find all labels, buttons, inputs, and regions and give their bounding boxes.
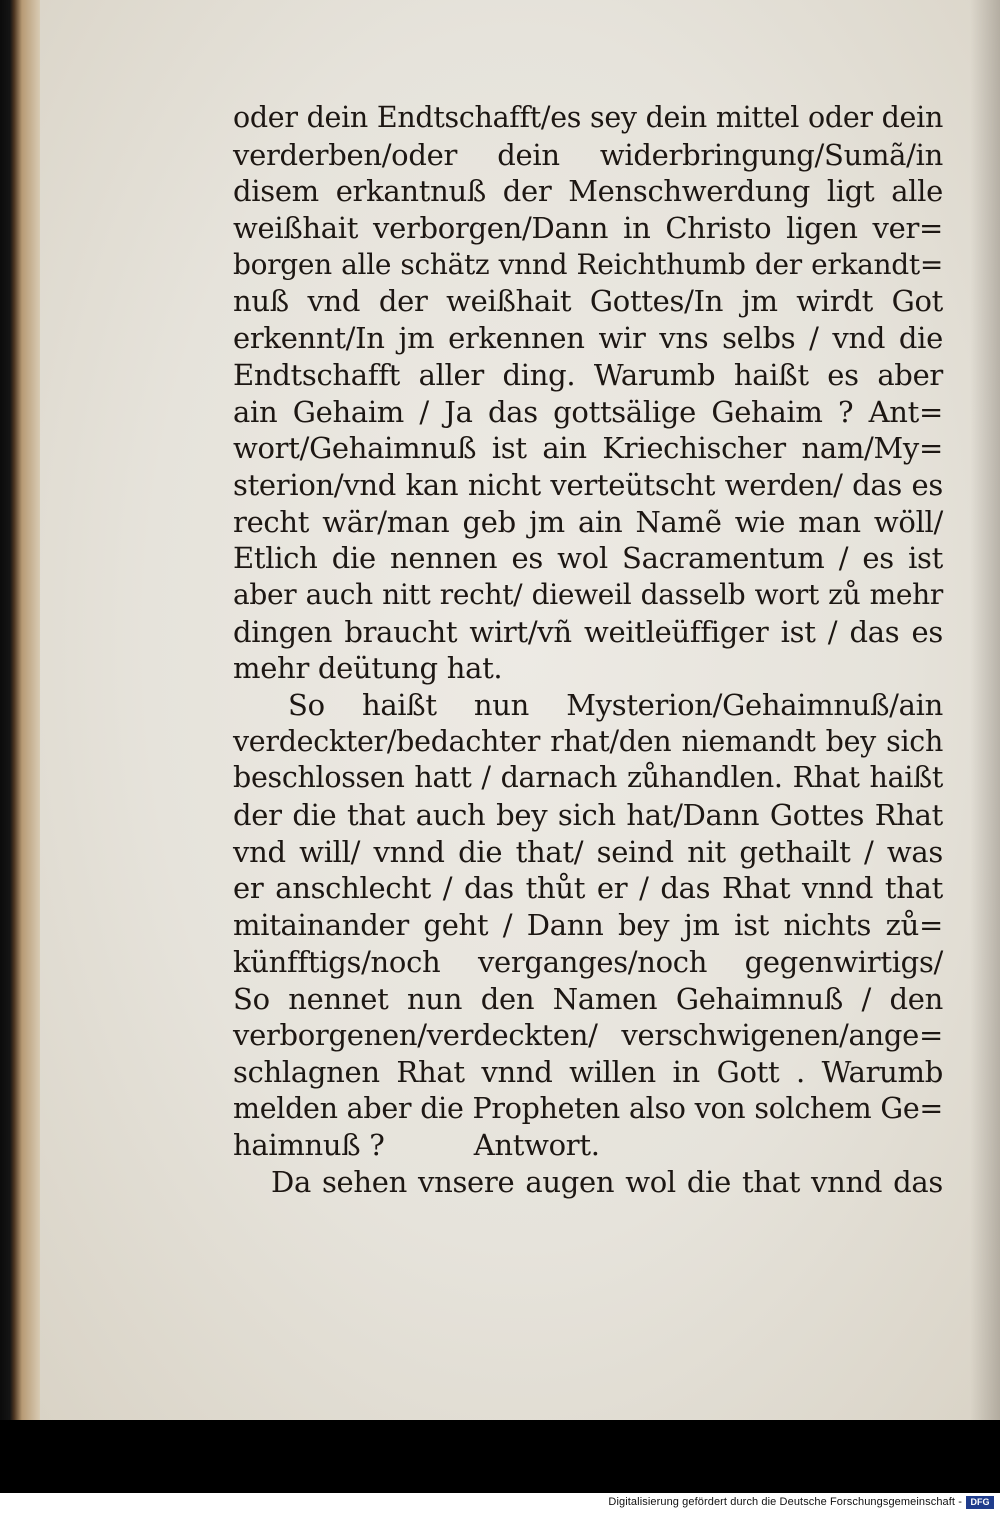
text-line: borgen alle schätz vnnd Reichthumb der erkandt= bbox=[233, 247, 943, 281]
paragraph-start-line: Da sehen vnsere augen wol die that vnnd das bbox=[271, 1164, 943, 1199]
text-line: wort/Gehaimnuß ist ain Kriechischer nam/My= bbox=[233, 431, 943, 466]
text-line: So nennet nun den Namen Gehaimnuß / den bbox=[233, 981, 943, 1016]
text-line: Endtschafft aller ding. Warumb haißt es aber bbox=[233, 357, 943, 392]
text-line: der die that auch bey sich hat/Dann Gottes Rhat bbox=[233, 798, 943, 833]
text-line: weißhait verborgen/Dann in Christo ligen ver= bbox=[233, 211, 943, 246]
text-line: melden aber die Propheten also von solchem Ge= bbox=[233, 1091, 943, 1125]
funding-notice: Digitalisierung gefördert durch die Deutsche Forschungsgemeinschaft - bbox=[608, 1496, 962, 1508]
text-line: sterion/vnd kan nicht verteütscht werden/ das es bbox=[233, 467, 943, 502]
text-line: oder dein Endtschafft/es sey dein mittel oder dein bbox=[233, 101, 943, 134]
scan-bottom-band bbox=[0, 1420, 1000, 1493]
text-line: ain Gehaim / Ja das gottsälige Gehaim ? Ant= bbox=[233, 394, 943, 429]
page-text-block bbox=[233, 100, 943, 1201]
paragraph-start-line: So haißt nun Mysterion/Gehaimnuß/ain bbox=[288, 688, 943, 722]
text-line: vnd will/ vnnd die that/ seind nit gethailt / was bbox=[233, 834, 943, 869]
text-line: verborgenen/verdeckten/ verschwigenen/ange= bbox=[233, 1018, 943, 1053]
text-line: aber auch nitt recht/ dieweil dasselb wort zů mehr bbox=[233, 577, 943, 611]
text-line: verdeckter/bedachter rhat/den niemandt bey sich bbox=[233, 724, 943, 758]
text-line: recht wär/man geb jm ain Namẽ wie man wöll/ bbox=[233, 504, 943, 539]
text-line: haimnuß ? Antwort. bbox=[233, 1128, 600, 1163]
text-line: mehr deütung hat. bbox=[233, 651, 503, 686]
text-line: mitainander geht / Dann bey jm ist nichts zů= bbox=[233, 908, 943, 943]
dfg-logo-icon: DFG bbox=[966, 1496, 994, 1509]
text-line: dingen braucht wirt/vñ weitleüffiger ist / das es bbox=[233, 614, 943, 649]
text-line: er anschlecht / das thůt er / das Rhat vnnd that bbox=[233, 871, 943, 906]
text-line: verderben/oder dein widerbringung/Sumã/in bbox=[233, 137, 943, 172]
text-line: Etlich die nennen es wol Sacramentum / es ist bbox=[233, 541, 943, 576]
text-line: schlagnen Rhat vnnd willen in Gott . Warumb bbox=[233, 1054, 943, 1089]
text-line: beschlossen hatt / darnach zůhandlen. Rhat haißt bbox=[233, 761, 943, 795]
footer-bar bbox=[0, 1493, 1000, 1513]
text-line: künfftigs/noch verganges/noch gegenwirtigs/ bbox=[233, 944, 943, 979]
text-line: erkennt/In jm erkennen wir vns selbs / vnd die bbox=[233, 321, 943, 356]
text-line: disem erkantnuß der Menschwerdung ligt alle bbox=[233, 174, 943, 209]
text-line: nuß vnd der weißhait Gottes/In jm wirdt Got bbox=[233, 284, 943, 319]
page-shadow bbox=[970, 0, 1000, 1420]
